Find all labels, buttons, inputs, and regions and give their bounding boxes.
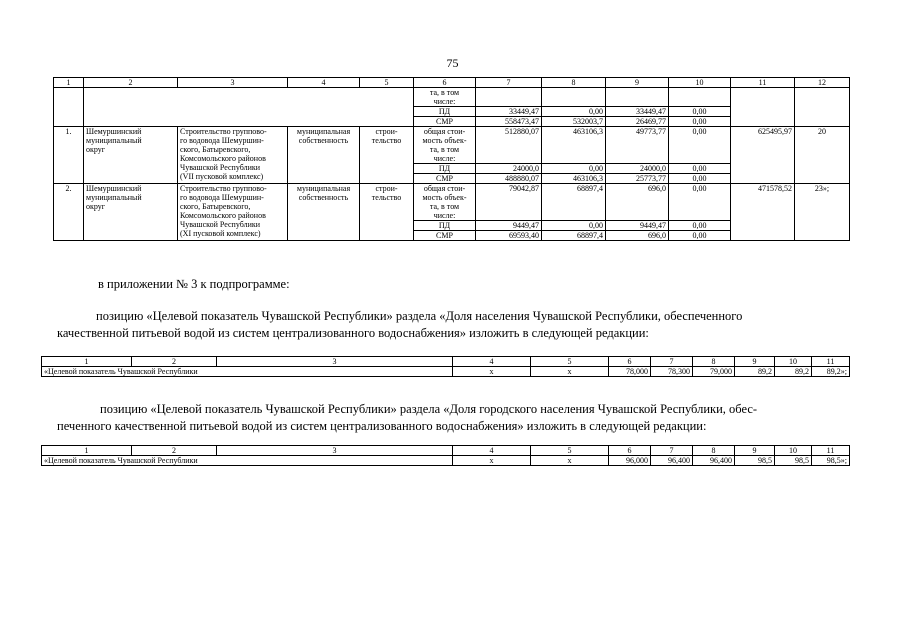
paragraph-appendix: в приложении № 3 к подпрограмме:	[98, 277, 290, 291]
indicator-table-1	[41, 356, 850, 377]
paragraph-position-1-cont: качественной питьевой водой из систем централизованного водоснабжения» изложить в следующей редакции:	[57, 326, 649, 340]
header-cell: 6	[414, 78, 476, 88]
table-row: 1. Шемуршинский муниципальный округ Строительство группово- го водовода Шемуршин- ского, Батыревского, Комсомольского районов Чувашской Республики (VII пусковой комплекс) муниципальная собственность строи- тельство общая стои- мость объек- та, в том числе: 512880,07 463106,3 49773,77 0,00 625495,97 20	[54, 127, 850, 164]
header-row	[54, 78, 850, 88]
paragraph-position-2: позицию «Целевой показатель Чувашской Республики» раздела «Доля городского населения Чувашской Республики, обес-	[100, 402, 758, 416]
table-row: СМР 488880,07 463106,3 25773,77 0,00	[54, 174, 850, 184]
table-row	[54, 88, 850, 107]
table-row: 2. Шемуршинский муниципальный округ Строительство группово- го водовода Шемуршин- ского, Батыревского, Комсомольского районов Чувашской Республики (XI пусковой комплекс) муниципальная собственность строи- тельство общая стои- мость объек- та, в том числе: 79042,87 68897,4 696,0 0,00 471578,52 23»;	[54, 184, 850, 221]
table-row: ПД 24000,0 0,00 24000,0 0,00	[54, 164, 850, 174]
cell-col6: та, в том числе:	[414, 88, 476, 107]
header-cell: 1	[54, 78, 84, 88]
table-row: СМР 69593,40 68897,4 696,0 0,00	[54, 231, 850, 241]
header-cell: 12	[795, 78, 850, 88]
header-cell: 5	[360, 78, 414, 88]
header-cell: 3	[178, 78, 288, 88]
header-cell: 10	[669, 78, 731, 88]
table-row: ПД 9449,47 0,00 9449,47 0,00	[54, 221, 850, 231]
indicator-table-2	[41, 445, 850, 466]
header-cell: 2	[84, 78, 178, 88]
header-row: 1 2 3 4 5 6 7 8 9 10 11	[42, 446, 850, 456]
header-cell: 9	[606, 78, 669, 88]
page-number: 75	[446, 56, 459, 70]
header-cell: 8	[542, 78, 606, 88]
table-row: ПД 33449,47 0,00 33449,47 0,00	[54, 107, 850, 117]
header-row: 1 2 3 4 5 6 7 8 9 10 11	[42, 357, 850, 367]
table-row: «Целевой показатель Чувашской Республики x x 96,000 96,400 96,400 98,5 98,5 98,5»;	[42, 456, 850, 466]
header-cell: 4	[288, 78, 360, 88]
construction-table	[53, 77, 850, 241]
header-cell: 7	[476, 78, 542, 88]
table-row: СМР 558473,47 532003,7 26469,77 0,00	[54, 117, 850, 127]
paragraph-position-1: позицию «Целевой показатель Чувашской Республики» раздела «Доля населения Чувашской Республики, обеспеченного	[96, 309, 743, 323]
table-row: «Целевой показатель Чувашской Республики x x 78,000 78,300 79,000 89,2 89,2 89,2»;	[42, 367, 850, 377]
header-cell: 11	[731, 78, 795, 88]
paragraph-position-2-cont: печенного качественной питьевой водой из систем централизованного водоснабжения» изложить в следующей редакции:	[57, 419, 707, 433]
